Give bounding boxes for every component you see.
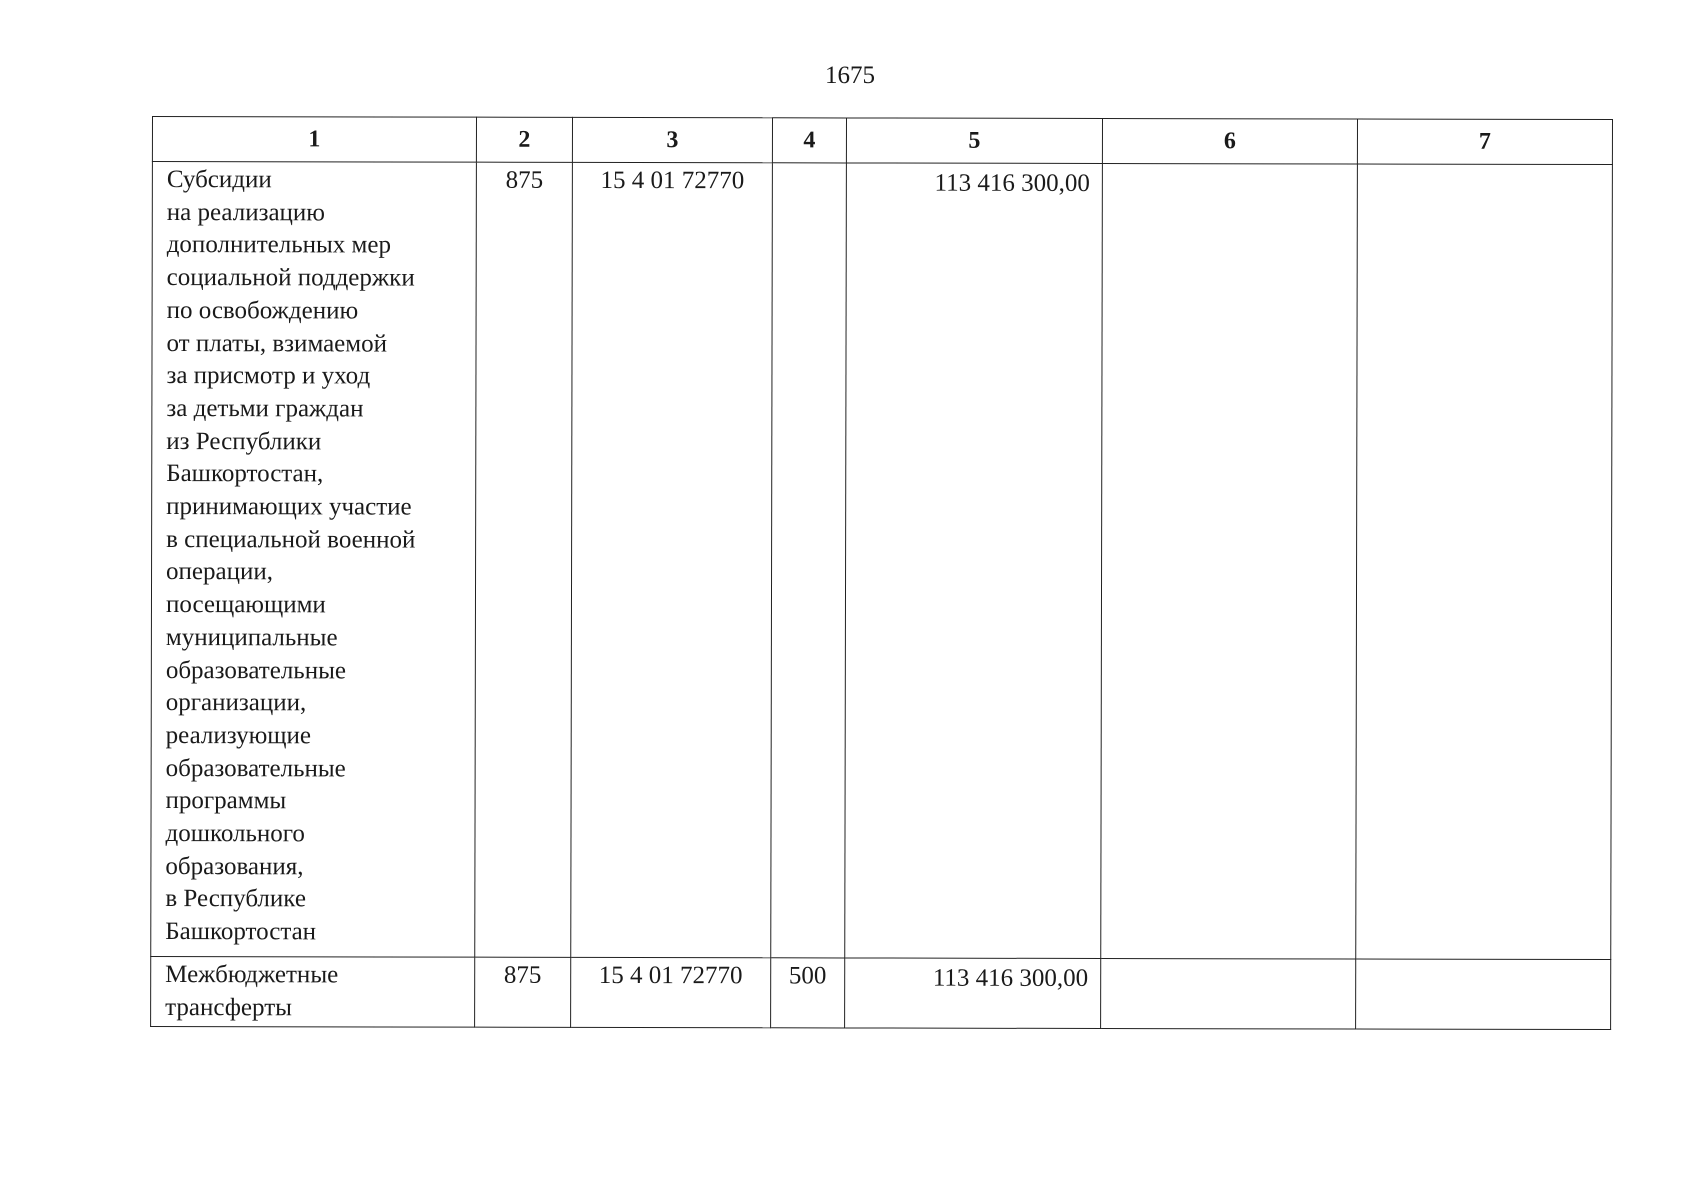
column-header-4: 4 — [772, 118, 846, 163]
row-name-line: по освобождению — [166, 296, 359, 325]
row-name-cell — [151, 956, 475, 1027]
row-name-line: в специальной военной — [166, 525, 416, 554]
row-name-line: социальной поддержки — [166, 264, 415, 292]
row-name-line: образования, — [165, 852, 304, 881]
row-name-cell — [151, 162, 477, 958]
row-name-line: от платы, взимаемой — [166, 329, 388, 358]
row-name-line: трансферты — [165, 993, 292, 1021]
row-name-line: на реализацию — [166, 198, 326, 227]
row-name-line: операции, — [166, 558, 274, 586]
row-expense-type: 500 — [771, 958, 845, 1029]
row-name-line: из Республики — [166, 427, 322, 455]
budget-table — [150, 116, 1613, 1030]
row-name-line: Башкортостан, — [166, 460, 324, 488]
column-header-7: 7 — [1357, 119, 1612, 165]
column-header-6: 6 — [1102, 118, 1357, 164]
row-expense-type — [771, 163, 847, 958]
row-name-line: образовательные — [165, 656, 347, 684]
row-target-article: 15 4 01 72770 — [571, 957, 771, 1028]
row-name-line: Межбюджетные — [165, 961, 339, 989]
column-header-1: 1 — [152, 117, 476, 163]
row-col6 — [1101, 958, 1356, 1029]
row-name-line: программы — [165, 787, 287, 815]
row-ministry-code: 875 — [475, 162, 573, 957]
row-name-line: дополнительных мер — [166, 231, 392, 259]
page-number: 1675 — [825, 62, 875, 89]
row-name-line: образовательные — [165, 754, 346, 783]
row-name-line: в Республике — [165, 885, 306, 913]
table-row — [151, 956, 1611, 1029]
table-header-row — [152, 117, 1612, 165]
row-name-line: за детьми граждан — [166, 394, 364, 423]
row-name-line: дошкольного — [165, 820, 305, 848]
row-target-article: 15 4 01 72770 — [571, 162, 773, 957]
row-name-line: реализующие — [165, 721, 312, 750]
row-name-line: посещающими — [165, 591, 326, 619]
row-col7 — [1356, 959, 1611, 1030]
row-name-line: Башкортостан — [165, 918, 317, 946]
row-name-line: за присмотр и уход — [166, 362, 371, 390]
column-header-3: 3 — [572, 117, 772, 162]
row-col6 — [1101, 163, 1358, 959]
row-name-line: принимающих участие — [166, 493, 412, 521]
row-amount: 113 416 300,00 — [845, 163, 1103, 959]
row-name-line: Субсидии — [166, 166, 272, 194]
row-name-line: муниципальные — [165, 623, 338, 652]
row-name-line: организации, — [165, 689, 307, 717]
row-amount: 113 416 300,00 — [845, 958, 1101, 1029]
table-row — [151, 162, 1613, 960]
row-col7 — [1356, 164, 1613, 960]
column-header-2: 2 — [476, 117, 572, 162]
column-header-5: 5 — [846, 118, 1102, 164]
row-ministry-code: 875 — [475, 957, 571, 1028]
